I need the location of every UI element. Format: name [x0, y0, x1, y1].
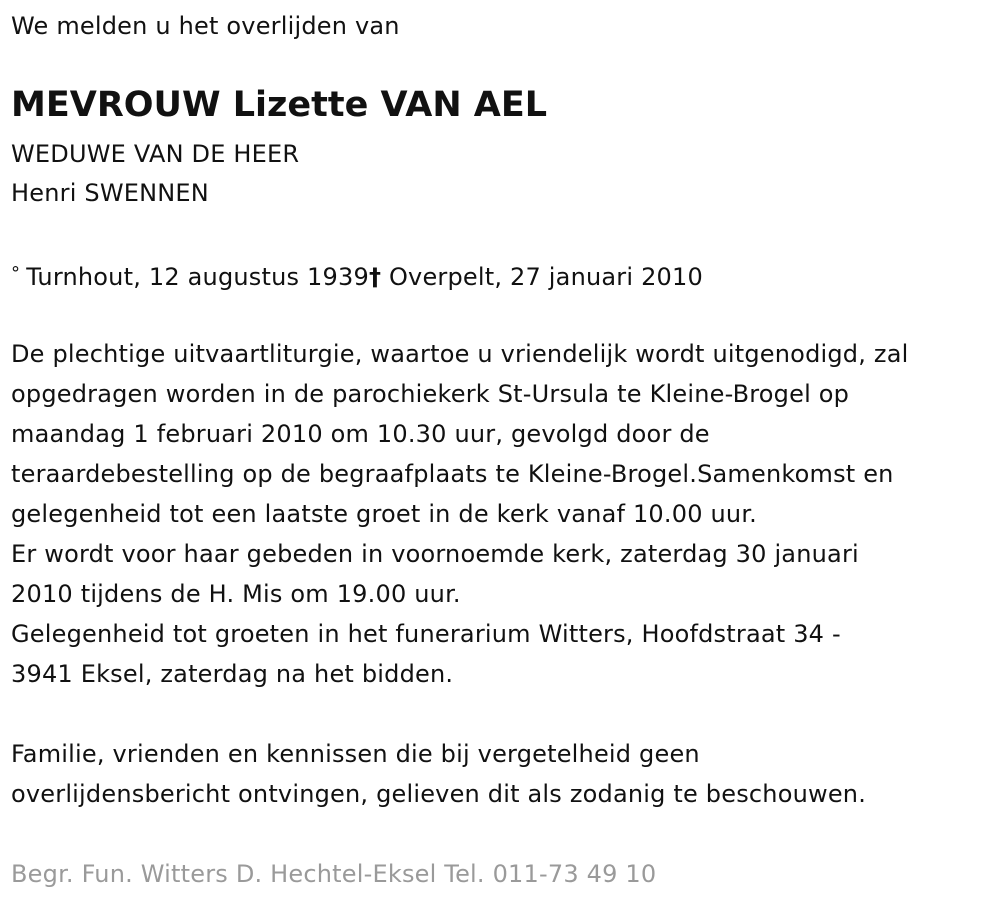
body-line: opgedragen worden in de parochiekerk St-Ursula te Kleine-Brogel op — [11, 380, 850, 408]
body-line: 3941 Eksel, zaterdag na het bidden. — [11, 660, 454, 688]
family-message — [11, 734, 866, 814]
family-line: Familie, vrienden en kennissen die bij vergetelheid geen — [11, 740, 700, 768]
cross-icon: † — [368, 263, 382, 291]
birth-death-dates — [11, 254, 703, 297]
deceased-name: MEVROUW Lizette VAN AEL — [11, 85, 548, 125]
body-line: De plechtige uitvaartliturgie, waartoe u vriendelijk wordt uitgenodigd, zal — [11, 340, 909, 368]
body-line: Er wordt voor haar gebeden in voornoemde kerk, zaterdag 30 januari — [11, 540, 859, 568]
birth-symbol: ° — [11, 263, 21, 284]
body-line: maandag 1 februari 2010 om 10.30 uur, gevolgd door de — [11, 420, 710, 448]
funeral-details — [11, 334, 908, 694]
body-line: gelegenheid tot een laatste groet in de kerk vanaf 10.00 uur. — [11, 500, 758, 528]
spouse-name: Henri SWENNEN — [11, 179, 209, 207]
family-line: overlijdensbericht ontvingen, gelieven dit als zodanig te beschouwen. — [11, 780, 867, 808]
birth-info: Turnhout, 12 augustus 1939 — [26, 263, 369, 291]
funeral-home-footer: Begr. Fun. Witters D. Hechtel-Eksel Tel. 011-73 49 10 — [11, 860, 657, 888]
body-line: teraardebestelling op de begraafplaats te Kleine-Brogel.Samenkomst en — [11, 460, 894, 488]
body-line: 2010 tijdens de H. Mis om 19.00 uur. — [11, 580, 461, 608]
intro-text: We melden u het overlijden van — [11, 12, 400, 40]
widow-title: WEDUWE VAN DE HEER — [11, 140, 300, 168]
death-info: Overpelt, 27 januari 2010 — [381, 263, 703, 291]
body-line: Gelegenheid tot groeten in het funerarium Witters, Hoofdstraat 34 - — [11, 620, 841, 648]
